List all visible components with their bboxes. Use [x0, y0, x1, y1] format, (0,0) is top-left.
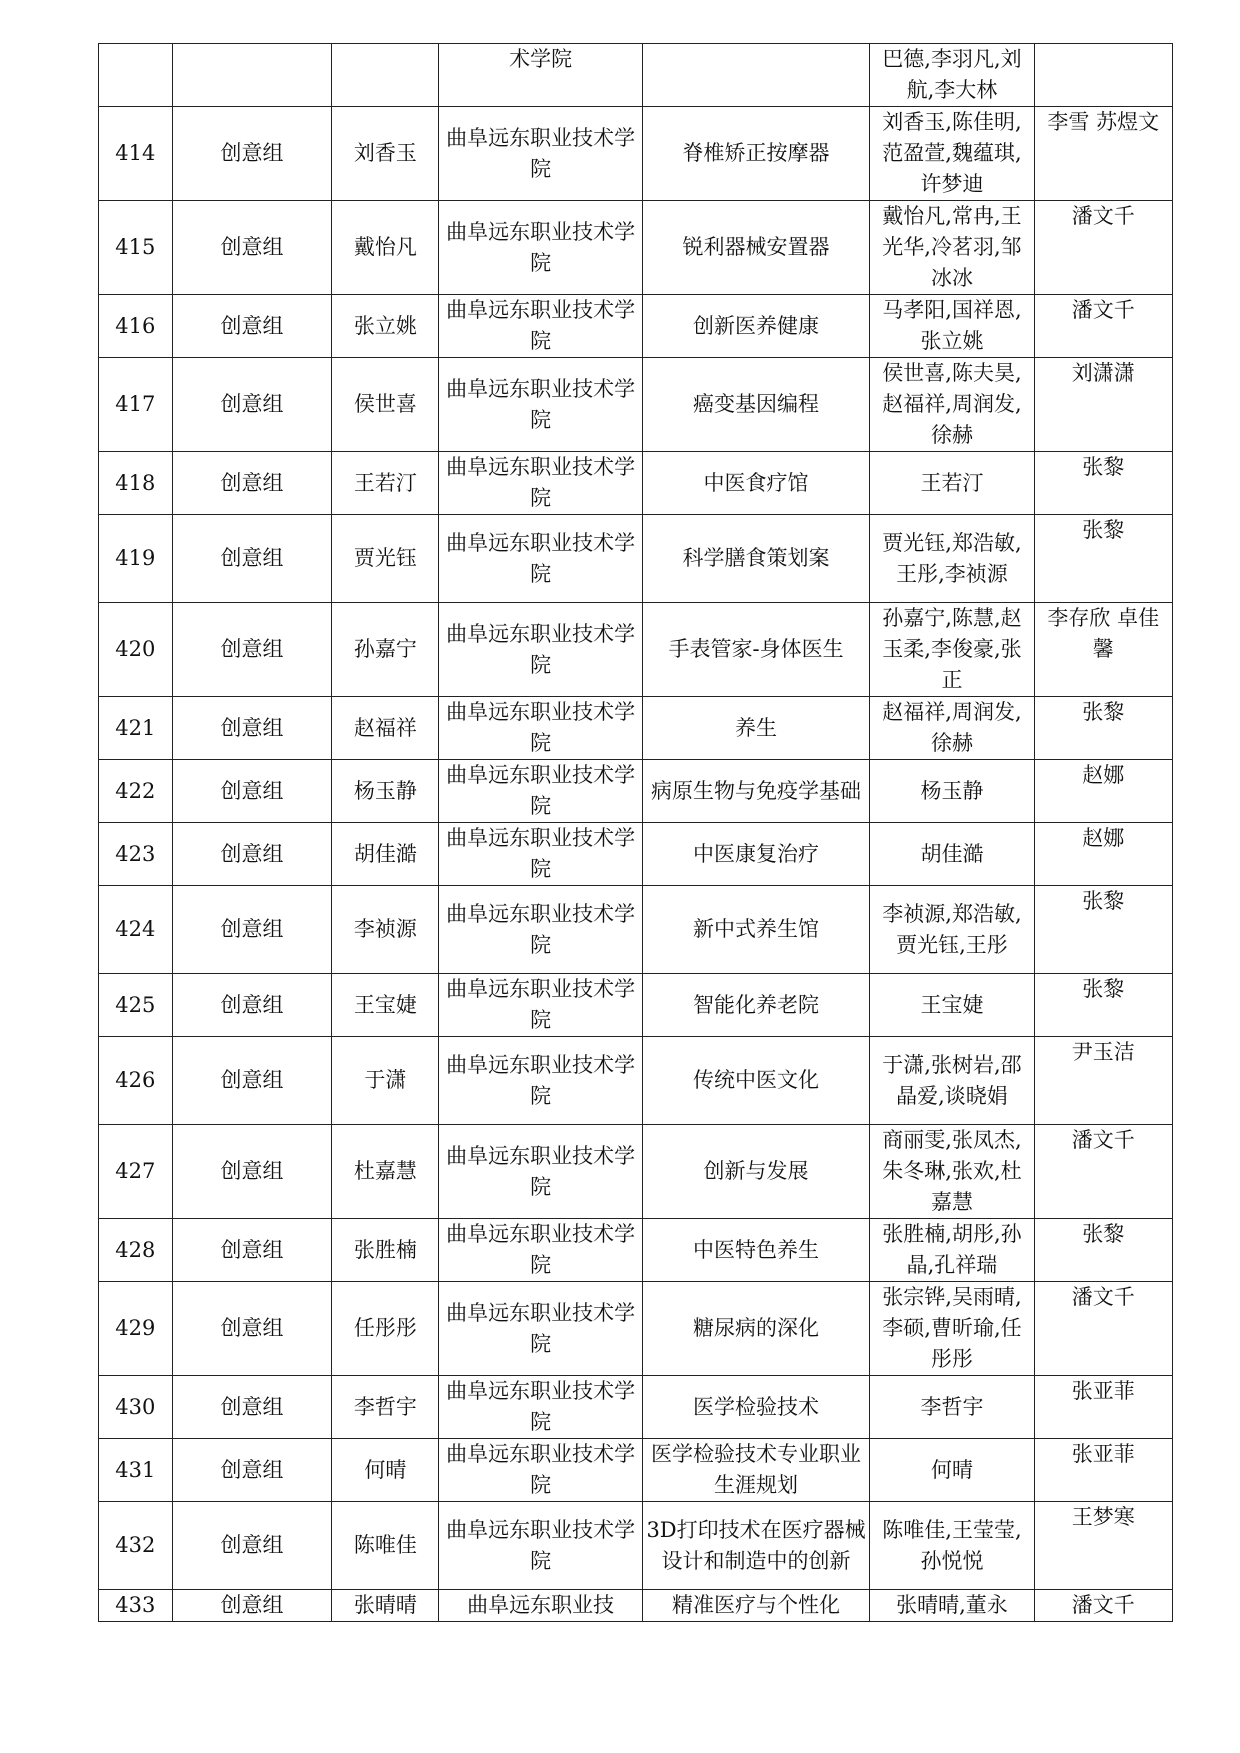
leader-cell: 李祯源 — [332, 886, 439, 974]
project-cell — [642, 44, 870, 107]
school-cell: 曲阜远东职业技术学院 — [439, 1037, 642, 1125]
members-cell: 戴怡凡,常冉,王光华,冷茗羽,邹冰冰 — [870, 201, 1034, 295]
members-cell: 陈唯佳,王莹莹,孙悦悦 — [870, 1502, 1034, 1590]
members-cell: 张胜楠,胡彤,孙晶,孔祥瑞 — [870, 1219, 1034, 1282]
advisor-cell: 潘文千 — [1034, 1282, 1172, 1376]
group-cell: 创意组 — [172, 1037, 332, 1125]
members-cell: 侯世喜,陈夫昊,赵福祥,周润发,徐赫 — [870, 358, 1034, 452]
group-cell: 创意组 — [172, 1502, 332, 1590]
leader-cell: 侯世喜 — [332, 358, 439, 452]
school-cell: 曲阜远东职业技术学院 — [439, 515, 642, 603]
advisor-cell: 尹玉洁 — [1034, 1037, 1172, 1125]
advisor-cell: 张亚菲 — [1034, 1439, 1172, 1502]
members-cell: 刘香玉,陈佳明,范盈萱,魏蕴琪,许梦迪 — [870, 107, 1034, 201]
leader-cell: 张立姚 — [332, 295, 439, 358]
project-cell: 精准医疗与个性化 — [642, 1590, 870, 1622]
table-row — [99, 697, 1173, 760]
advisor-cell: 王梦寒 — [1034, 1502, 1172, 1590]
group-cell: 创意组 — [172, 452, 332, 515]
school-cell: 曲阜远东职业技术学院 — [439, 452, 642, 515]
advisor-cell: 潘文千 — [1034, 1590, 1172, 1622]
row-number: 430 — [99, 1376, 173, 1439]
row-number: 419 — [99, 515, 173, 603]
project-cell: 癌变基因编程 — [642, 358, 870, 452]
school-cell: 曲阜远东职业技术学院 — [439, 201, 642, 295]
award-table — [98, 43, 1173, 1622]
group-cell: 创意组 — [172, 1590, 332, 1622]
project-cell: 创新医养健康 — [642, 295, 870, 358]
table-row — [99, 452, 1173, 515]
advisor-cell: 李雪 苏煜文 — [1034, 107, 1172, 201]
advisor-cell: 潘文千 — [1034, 201, 1172, 295]
row-number: 416 — [99, 295, 173, 358]
members-cell: 张宗铧,吴雨晴,李硕,曹昕瑜,任彤彤 — [870, 1282, 1034, 1376]
group-cell: 创意组 — [172, 697, 332, 760]
project-cell: 新中式养生馆 — [642, 886, 870, 974]
project-cell: 医学检验技术专业职业生涯规划 — [642, 1439, 870, 1502]
leader-cell: 杜嘉慧 — [332, 1125, 439, 1219]
school-cell: 曲阜远东职业技术学院 — [439, 1282, 642, 1376]
project-cell: 智能化养老院 — [642, 974, 870, 1037]
row-number: 433 — [99, 1590, 173, 1622]
project-cell: 手表管家-身体医生 — [642, 603, 870, 697]
advisor-cell: 李存欣 卓佳馨 — [1034, 603, 1172, 697]
row-number: 424 — [99, 886, 173, 974]
members-cell: 王宝婕 — [870, 974, 1034, 1037]
table-row — [99, 515, 1173, 603]
group-cell: 创意组 — [172, 603, 332, 697]
row-number: 426 — [99, 1037, 173, 1125]
members-cell: 李哲宇 — [870, 1376, 1034, 1439]
leader-cell: 杨玉静 — [332, 760, 439, 823]
leader-cell: 李哲宇 — [332, 1376, 439, 1439]
project-cell: 医学检验技术 — [642, 1376, 870, 1439]
table-row — [99, 44, 1173, 107]
group-cell: 创意组 — [172, 760, 332, 823]
project-cell: 糖尿病的深化 — [642, 1282, 870, 1376]
project-cell: 3D打印技术在医疗器械设计和制造中的创新 — [642, 1502, 870, 1590]
members-cell: 赵福祥,周润发,徐赫 — [870, 697, 1034, 760]
members-cell: 巴德,李羽凡,刘航,李大林 — [870, 44, 1034, 107]
school-cell: 曲阜远东职业技术学院 — [439, 603, 642, 697]
project-cell: 锐利器械安置器 — [642, 201, 870, 295]
members-cell: 杨玉静 — [870, 760, 1034, 823]
group-cell: 创意组 — [172, 515, 332, 603]
row-number: 414 — [99, 107, 173, 201]
leader-cell: 于潇 — [332, 1037, 439, 1125]
group-cell: 创意组 — [172, 201, 332, 295]
row-number: 429 — [99, 1282, 173, 1376]
table-row — [99, 1037, 1173, 1125]
advisor-cell: 潘文千 — [1034, 295, 1172, 358]
project-cell: 传统中医文化 — [642, 1037, 870, 1125]
project-cell: 科学膳食策划案 — [642, 515, 870, 603]
school-cell: 曲阜远东职业技术学院 — [439, 760, 642, 823]
school-cell: 曲阜远东职业技术学院 — [439, 974, 642, 1037]
members-cell: 贾光钰,郑浩敏,王彤,李祯源 — [870, 515, 1034, 603]
project-cell: 中医特色养生 — [642, 1219, 870, 1282]
leader-cell: 贾光钰 — [332, 515, 439, 603]
advisor-cell: 刘潇潇 — [1034, 358, 1172, 452]
school-cell: 曲阜远东职业技术学院 — [439, 1439, 642, 1502]
table-row — [99, 886, 1173, 974]
group-cell: 创意组 — [172, 295, 332, 358]
members-cell: 胡佳澔 — [870, 823, 1034, 886]
row-number — [99, 44, 173, 107]
project-cell: 养生 — [642, 697, 870, 760]
school-cell: 曲阜远东职业技术学院 — [439, 886, 642, 974]
leader-cell: 何晴 — [332, 1439, 439, 1502]
school-cell: 曲阜远东职业技术学院 — [439, 295, 642, 358]
advisor-cell: 张黎 — [1034, 1219, 1172, 1282]
group-cell: 创意组 — [172, 1376, 332, 1439]
table-row — [99, 1376, 1173, 1439]
group-cell: 创意组 — [172, 1125, 332, 1219]
table-row — [99, 201, 1173, 295]
project-cell: 中医食疗馆 — [642, 452, 870, 515]
project-cell: 中医康复治疗 — [642, 823, 870, 886]
advisor-cell: 张亚菲 — [1034, 1376, 1172, 1439]
table-row — [99, 1219, 1173, 1282]
leader-cell: 王宝婕 — [332, 974, 439, 1037]
group-cell: 创意组 — [172, 1282, 332, 1376]
row-number: 428 — [99, 1219, 173, 1282]
row-number: 421 — [99, 697, 173, 760]
table-row — [99, 1502, 1173, 1590]
row-number: 418 — [99, 452, 173, 515]
group-cell: 创意组 — [172, 107, 332, 201]
row-number: 423 — [99, 823, 173, 886]
row-number: 420 — [99, 603, 173, 697]
members-cell: 李祯源,郑浩敏,贾光钰,王彤 — [870, 886, 1034, 974]
group-cell: 创意组 — [172, 358, 332, 452]
table-row — [99, 974, 1173, 1037]
leader-cell: 张胜楠 — [332, 1219, 439, 1282]
table-row — [99, 1439, 1173, 1502]
members-cell: 何晴 — [870, 1439, 1034, 1502]
table-row — [99, 603, 1173, 697]
school-cell: 曲阜远东职业技术学院 — [439, 358, 642, 452]
group-cell: 创意组 — [172, 886, 332, 974]
members-cell: 张晴晴,董永 — [870, 1590, 1034, 1622]
group-cell: 创意组 — [172, 1439, 332, 1502]
table-row — [99, 1590, 1173, 1622]
members-cell: 孙嘉宁,陈慧,赵玉柔,李俊豪,张正 — [870, 603, 1034, 697]
table-row — [99, 1282, 1173, 1376]
table-row — [99, 1125, 1173, 1219]
row-number: 427 — [99, 1125, 173, 1219]
group-cell — [172, 44, 332, 107]
members-cell: 马孝阳,国祥恩,张立姚 — [870, 295, 1034, 358]
advisor-cell: 赵娜 — [1034, 823, 1172, 886]
group-cell: 创意组 — [172, 974, 332, 1037]
school-cell: 曲阜远东职业技术学院 — [439, 1502, 642, 1590]
table-row — [99, 760, 1173, 823]
leader-cell: 胡佳澔 — [332, 823, 439, 886]
group-cell: 创意组 — [172, 1219, 332, 1282]
school-cell: 曲阜远东职业技术学院 — [439, 697, 642, 760]
project-cell: 病原生物与免疫学基础 — [642, 760, 870, 823]
school-cell: 曲阜远东职业技术学院 — [439, 1376, 642, 1439]
table-row — [99, 358, 1173, 452]
school-cell: 曲阜远东职业技术学院 — [439, 1125, 642, 1219]
row-number: 415 — [99, 201, 173, 295]
advisor-cell: 潘文千 — [1034, 1125, 1172, 1219]
advisor-cell: 张黎 — [1034, 886, 1172, 974]
table-row — [99, 107, 1173, 201]
leader-cell: 孙嘉宁 — [332, 603, 439, 697]
row-number: 432 — [99, 1502, 173, 1590]
leader-cell: 陈唯佳 — [332, 1502, 439, 1590]
school-cell: 曲阜远东职业技术学院 — [439, 107, 642, 201]
members-cell: 于潇,张树岩,邵晶爱,谈晓娟 — [870, 1037, 1034, 1125]
leader-cell: 任彤彤 — [332, 1282, 439, 1376]
table-body — [99, 44, 1173, 1622]
leader-cell — [332, 44, 439, 107]
members-cell: 商丽雯,张凤杰,朱冬琳,张欢,杜嘉慧 — [870, 1125, 1034, 1219]
leader-cell: 张晴晴 — [332, 1590, 439, 1622]
leader-cell: 赵福祥 — [332, 697, 439, 760]
advisor-cell: 张黎 — [1034, 452, 1172, 515]
school-cell: 术学院 — [439, 44, 642, 107]
advisor-cell: 张黎 — [1034, 515, 1172, 603]
row-number: 417 — [99, 358, 173, 452]
leader-cell: 王若汀 — [332, 452, 439, 515]
advisor-cell: 张黎 — [1034, 697, 1172, 760]
members-cell: 王若汀 — [870, 452, 1034, 515]
leader-cell: 刘香玉 — [332, 107, 439, 201]
table-row — [99, 823, 1173, 886]
school-cell: 曲阜远东职业技术学院 — [439, 1219, 642, 1282]
group-cell: 创意组 — [172, 823, 332, 886]
advisor-cell: 张黎 — [1034, 974, 1172, 1037]
school-cell: 曲阜远东职业技 — [439, 1590, 642, 1622]
school-cell: 曲阜远东职业技术学院 — [439, 823, 642, 886]
table-row — [99, 295, 1173, 358]
row-number: 431 — [99, 1439, 173, 1502]
advisor-cell — [1034, 44, 1172, 107]
row-number: 425 — [99, 974, 173, 1037]
project-cell: 创新与发展 — [642, 1125, 870, 1219]
row-number: 422 — [99, 760, 173, 823]
advisor-cell: 赵娜 — [1034, 760, 1172, 823]
leader-cell: 戴怡凡 — [332, 201, 439, 295]
project-cell: 脊椎矫正按摩器 — [642, 107, 870, 201]
